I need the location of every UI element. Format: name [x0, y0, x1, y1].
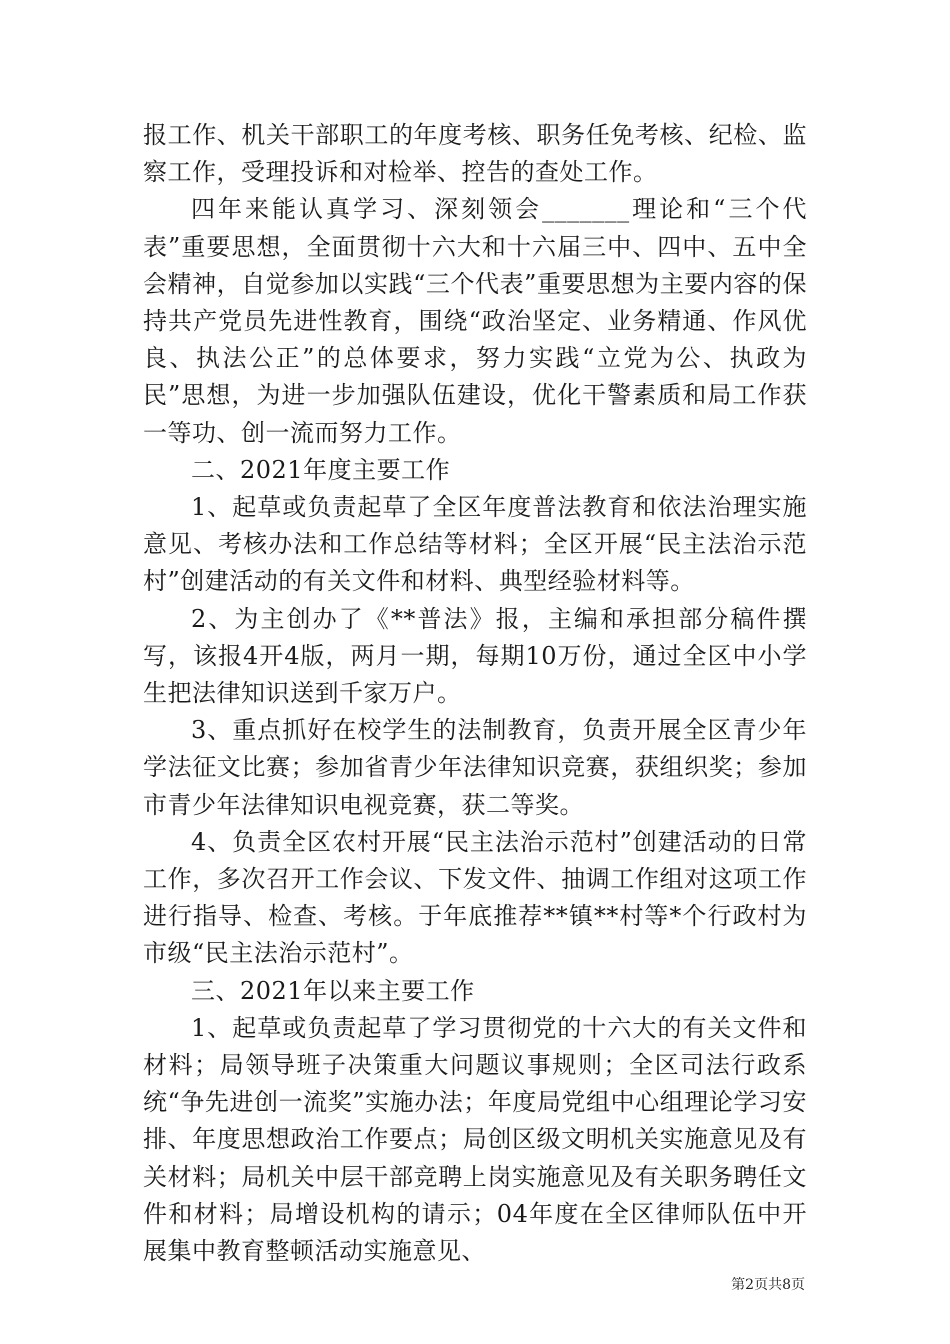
paragraph-1: 报工作、机关干部职工的年度考核、职务任免考核、纪检、监察工作，受理投诉和对检举、控告的查处工作。: [143, 121, 807, 187]
paragraph-item-4: 4、负责全区农村开展“民主法治示范村”创建活动的日常工作，多次召开工作会议、下发文件、抽调工作组对这项工作进行指导、检查、考核。于年底推荐**镇**村等*个行政村为市级“民主法治示范村”。: [143, 827, 807, 968]
section-heading-since-2021: 三、2021年以来主要工作: [191, 976, 475, 1005]
document-body: [143, 117, 807, 1270]
paragraph-item-1: 1、起草或负责起草了全区年度普法教育和依法治理实施意见、考核办法和工作总结等材料；全区开展“民主法治示范村”创建活动的有关文件和材料、典型经验材料等。: [143, 493, 807, 596]
paragraph-item-3: 3、重点抓好在校学生的法制教育，负责开展全区青少年学法征文比赛；参加省青少年法律知识竞赛，获组织奖；参加市青少年法律知识电视竞赛，获二等奖。: [143, 716, 807, 819]
section-heading-2021-main-work: 二、2021年度主要工作: [191, 455, 451, 484]
paragraph-2: 四年来能认真学习、深刻领会_______理论和“三个代表”重要思想，全面贯彻十六大和十六届三中、四中、五中全会精神，自觉参加以实践“三个代表”重要思想为主要内容的保持共产党员先进性教育，围绕“政治坚定、业务精通、作风优良、执法公正”的总体要求，努力实践“立党为公、执政为民”思想，为进一步加强队伍建设，优化干警素质和局工作获一等功、创一流而努力工作。: [143, 195, 807, 447]
page-number-footer: 第2页共8页: [731, 1277, 805, 1293]
paragraph-item-2: 2、为主创办了《**普法》报，主编和承担部分稿件撰写，该报4开4版，两月一期，每期10万份，通过全区中小学生把法律知识送到千家万户。: [143, 604, 807, 708]
paragraph-item-5: 1、起草或负责起草了学习贯彻党的十六大的有关文件和材料；局领导班子决策重大问题议事规则；全区司法行政系统“争先进创一流奖”实施办法；年度局党组中心组理论学习安排、年度思想政治工作要点；局创区级文明机关实施意见及有关材料；局机关中层干部竞聘上岗实施意见及有关职务聘任文件和材料；局增设机构的请示；04年度在全区律师队伍中开展集中教育整顿活动实施意见、: [143, 1013, 807, 1266]
